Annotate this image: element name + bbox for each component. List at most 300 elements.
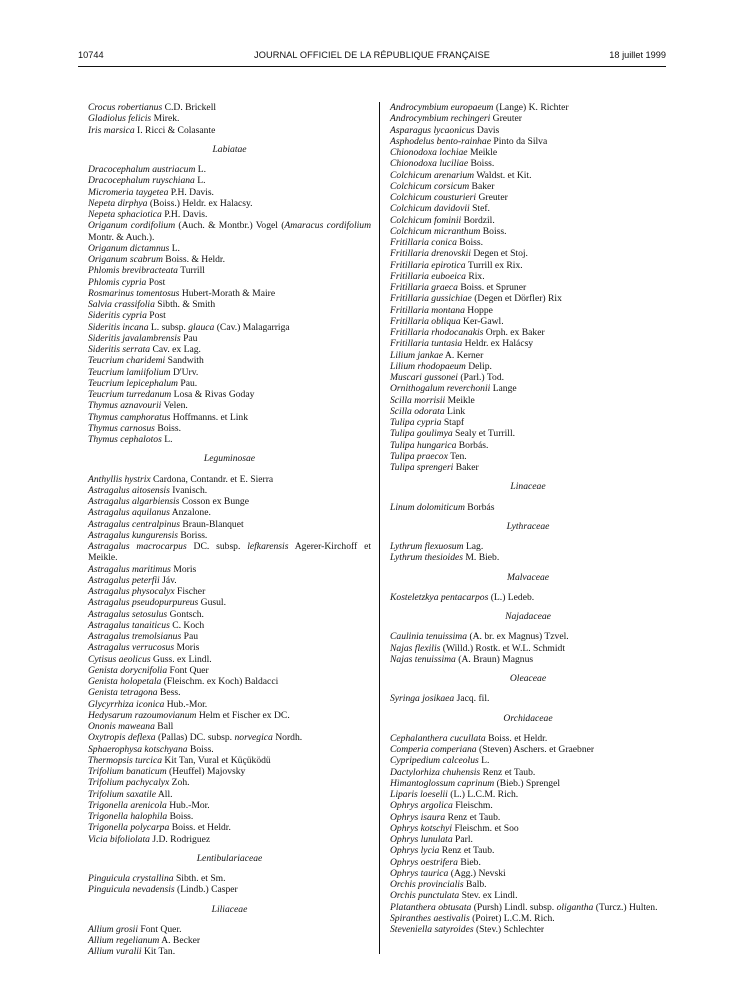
species-name: Trifolium banaticum: [88, 766, 167, 777]
species-name: Ophrys isaura: [390, 811, 446, 823]
species-name: Colchicum fominii: [390, 214, 462, 226]
species-name: Fritillaria montana: [390, 304, 465, 316]
species-entry: [88, 946, 371, 957]
species-author: Moris: [176, 642, 200, 654]
species-author: Sibth. & Smith: [157, 299, 216, 310]
species-name-secondary: glauca: [188, 321, 215, 333]
species-name: Fritillaria tuntasia: [390, 338, 463, 350]
species-entry: [88, 777, 371, 788]
species-entry: [88, 609, 371, 620]
species-author-secondary: Agerer-Kirchoff et Meikle.: [88, 541, 371, 564]
species-name: Anthyllis hystrix: [88, 473, 151, 485]
species-name: Fritillaria conica: [390, 237, 457, 248]
species-name: Pinguicula crystallina: [88, 873, 174, 884]
family-heading: Oleaceae: [509, 673, 547, 684]
species-author: Ker-Gawl.: [463, 315, 504, 327]
species-author: Lag.: [465, 541, 484, 552]
species-name: Platanthera obtusata: [390, 901, 472, 913]
species-name: Teucrium lepicephalum: [88, 377, 178, 389]
family-heading: Liliaceae: [211, 903, 248, 915]
species-author: Kit Tan.: [143, 946, 176, 958]
species-entry: [88, 333, 371, 344]
species-entry: [88, 654, 371, 665]
species-author: Meikle: [469, 147, 498, 158]
species-entry: [88, 811, 371, 822]
species-name: Astragalus macrocarpus: [88, 541, 187, 552]
family-heading: Najadaceae: [505, 611, 551, 622]
species-name: Genista tetragona: [88, 687, 158, 699]
species-name: Phlomis brevibracteata: [88, 265, 178, 277]
species-entry: [390, 226, 666, 237]
species-name: Ononis maweana: [88, 721, 155, 732]
species-entry: [390, 654, 666, 665]
species-author: I. Ricci & Colasante: [137, 124, 216, 136]
species-name: Fritillaria gussichiae: [390, 293, 472, 305]
species-author: Stev. ex Lindl.: [461, 890, 518, 902]
species-name: Colchicum arenarium: [390, 169, 475, 181]
species-entry: [88, 187, 371, 198]
species-entry: [390, 293, 666, 304]
species-author: Cardona, Contandr. et E. Sierra: [153, 473, 274, 485]
species-author: M. Bieb.: [465, 552, 500, 564]
species-entry: [88, 834, 371, 845]
species-entry: [88, 378, 371, 389]
species-name: Thermopsis turcica: [88, 754, 162, 766]
species-entry: [390, 592, 666, 603]
species-entry: [88, 164, 371, 175]
species-author: Balb.: [466, 879, 487, 890]
species-name: Nepeta sphaciotica: [88, 209, 162, 220]
species-name: Nepeta dirphya: [88, 197, 148, 209]
species-name: Rosmarinus tomentosus: [88, 287, 180, 299]
species-entry: [88, 676, 371, 687]
species-name: Genista holopetala: [88, 676, 162, 687]
species-name: Kosteletzkya pentacarpos: [390, 591, 489, 603]
species-author: C. Koch: [172, 619, 205, 631]
species-entry: [390, 812, 666, 823]
species-name: Caulinia tenuissima: [390, 631, 468, 643]
species-author: Fleischm.: [455, 800, 493, 812]
species-author: Font Quer: [169, 664, 209, 676]
species-author: P.H. Davis.: [164, 209, 208, 220]
species-author: Link: [447, 405, 466, 417]
species-name: Salvia crassifolia: [88, 299, 155, 310]
species-entry: [390, 789, 666, 800]
species-author: Orph. ex Baker: [485, 327, 545, 338]
species-entry: [390, 406, 666, 417]
species-entry: [88, 744, 371, 755]
species-entry: [390, 305, 666, 316]
species-name: Astragalus pseudopurpureus: [88, 597, 199, 609]
species-entry: [390, 913, 666, 924]
species-author: Cosson ex Bunge: [181, 496, 249, 507]
species-entry: [88, 873, 371, 884]
species-author: Velen.: [163, 400, 188, 412]
species-name: Teucrium lamiifolium: [88, 366, 171, 378]
family-heading: Malvaceae: [506, 571, 550, 583]
species-name: Thymus camphoratus: [88, 411, 171, 423]
species-entry: [390, 248, 666, 259]
species-author: Bess.: [159, 687, 181, 699]
species-entry: [88, 299, 371, 310]
species-author: Pinto da Silva: [493, 135, 548, 147]
species-author: Hoppe: [467, 304, 493, 316]
species-entry: [390, 823, 666, 834]
species-author: (A. Braun) Magnus: [458, 653, 534, 665]
species-name: Sideritis incana: [88, 321, 149, 333]
family-heading: Orchidaceae: [503, 712, 553, 724]
species-author: Pau: [183, 631, 198, 642]
page-number: 10744: [78, 50, 104, 60]
column-divider: [379, 102, 380, 954]
species-entry: [390, 693, 666, 704]
species-author: Jacq. fil.: [456, 693, 490, 705]
species-author: Hub.-Mor.: [169, 799, 210, 811]
species-author: Parl.: [455, 834, 473, 845]
species-author: Gusul.: [200, 597, 226, 609]
species-entry: [88, 310, 371, 321]
species-entry: [390, 350, 666, 361]
species-entry: [390, 834, 666, 845]
species-author: (Boiss.) Heldr. ex Halacsy.: [149, 197, 253, 209]
species-name: Crocus robertianus: [88, 102, 163, 113]
species-author: Meikle: [447, 394, 475, 406]
species-entry: [390, 147, 666, 158]
species-name: Origanum dictamnus: [88, 242, 170, 254]
species-author: Ivanisch.: [172, 484, 208, 496]
species-entry: [88, 822, 371, 833]
species-name: Glycyrrhiza iconica: [88, 698, 165, 710]
species-name: Linum dolomiticum: [390, 501, 465, 513]
species-entry: [88, 243, 371, 254]
species-name: Astragalus tremolsianus: [88, 631, 182, 642]
family-heading: Lythraceae: [506, 520, 550, 532]
species-entry: [88, 434, 371, 445]
species-author: Boiss. et Heldr.: [171, 822, 231, 834]
species-author: Pau.: [180, 377, 198, 389]
species-name: Chionodoxa luciliae: [390, 158, 469, 170]
species-entry: [390, 552, 666, 563]
species-name: Lilium jankae: [390, 349, 444, 361]
species-name: Thymus cephalotos: [88, 434, 162, 445]
species-author: Cav. ex Lag.: [152, 344, 201, 355]
species-author: Post: [149, 310, 166, 322]
species-author: C.D. Brickell: [164, 102, 217, 113]
species-author: Turrill: [180, 265, 205, 277]
species-name: Oxytropis deflexa: [88, 732, 156, 744]
species-author: Losa & Rivas Goday: [173, 389, 255, 400]
species-author: Ball: [157, 721, 174, 732]
species-author: Post: [148, 276, 166, 288]
species-entry: [390, 541, 666, 552]
species-author: Boiss.: [470, 158, 495, 170]
species-name-secondary: norvegica: [234, 732, 273, 744]
species-name: Astragalus tanaiticus: [88, 619, 170, 631]
page-header: [78, 50, 666, 64]
left-column: [88, 102, 371, 958]
species-name: Ophrys kotschyi: [390, 822, 453, 834]
species-entry: [390, 643, 666, 654]
species-entry: [390, 890, 666, 901]
species-entry: [88, 789, 371, 800]
species-entry: [88, 924, 371, 935]
species-name: Micromeria taygetea: [88, 186, 169, 198]
species-name: Spiranthes aestivalis: [390, 912, 470, 924]
species-author: Greuter: [492, 113, 522, 125]
species-author: Fleischm. et Soo: [454, 822, 519, 834]
species-entry: [88, 800, 371, 811]
species-name: Liparis loeselii: [390, 789, 448, 800]
species-name: Allium regelianum: [88, 935, 160, 946]
species-author: Anzalone.: [171, 507, 211, 519]
species-name: Colchicum cousturieri: [390, 192, 477, 203]
species-author: D'Urv.: [172, 366, 199, 378]
species-entry: [390, 158, 666, 169]
species-author: Boiss. & Heldr.: [165, 254, 225, 265]
species-author: Hub.-Mor.: [166, 698, 208, 710]
species-author: Boiss.: [459, 237, 484, 248]
species-name: Colchicum micranthum: [390, 225, 481, 237]
species-author: Turrill ex Rix.: [467, 259, 523, 271]
species-entry: [88, 631, 371, 642]
species-entry: [390, 462, 666, 473]
species-name: Astragalus maritimus: [88, 563, 171, 575]
species-name: Tulipa hungarica: [390, 439, 457, 451]
species-name: Steveniella satyroides: [390, 924, 474, 935]
species-entry: [390, 767, 666, 778]
species-entry: [390, 924, 666, 935]
species-name: Trifolium pachycalyx: [88, 777, 170, 789]
species-entry: [88, 755, 371, 766]
species-entry: [88, 699, 371, 710]
species-author: L.: [197, 175, 206, 187]
species-entry: [390, 102, 666, 113]
species-name-secondary: oligantha: [556, 901, 594, 913]
species-entry: [390, 440, 666, 451]
species-name: Lythrum thesioides: [390, 552, 463, 564]
species-name: Teucrium turredanum: [88, 389, 172, 400]
species-author: Baker: [471, 180, 495, 192]
species-author: Font Quer.: [140, 923, 182, 935]
species-entry: [390, 316, 666, 327]
species-name: Syringa josikaea: [390, 693, 455, 705]
species-name: Astragalus kungurensis: [88, 529, 178, 541]
species-entry: [390, 744, 666, 755]
species-entry: [88, 884, 371, 895]
species-author: Delip.: [468, 360, 492, 372]
species-name: Trigonella arenicola: [88, 799, 167, 811]
species-author: (Bieb.) Sprengel: [496, 777, 561, 789]
species-entry: [88, 102, 371, 113]
species-entry: [390, 372, 666, 383]
species-name-secondary: lefkarensis: [247, 541, 289, 552]
species-entry: [390, 428, 666, 439]
species-name: Lilium rhodopaeum: [390, 360, 466, 372]
species-author: Borbás: [467, 501, 495, 513]
species-author: Moris: [173, 563, 197, 575]
species-entry: [88, 389, 371, 400]
species-name: Astragalus peterfii: [88, 574, 160, 586]
species-name: Astragalus aquilanus: [88, 507, 170, 519]
species-entry: [390, 631, 666, 642]
species-entry: [390, 857, 666, 868]
species-entry: [390, 170, 666, 181]
species-entry: [390, 395, 666, 406]
species-author: Renz et Taub.: [447, 811, 501, 823]
species-author: Zoh.: [171, 777, 190, 789]
species-author: Sandwith: [167, 355, 204, 367]
species-author: Guss. ex Lindl.: [153, 653, 212, 665]
species-name: Scilla odorata: [390, 405, 445, 417]
family-heading: Linaceae: [510, 481, 546, 493]
species-author: Davis: [476, 124, 500, 136]
species-entry: [88, 766, 371, 777]
species-name: Orchis provincialis: [390, 879, 464, 890]
species-author: Borbás.: [458, 439, 489, 451]
species-author: (Poiret) L.C.M. Rich.: [472, 912, 555, 924]
species-entry: [390, 327, 666, 338]
species-entry: [88, 642, 371, 653]
species-name: Fritillaria graeca: [390, 282, 458, 293]
species-name: Hedysarum razoumovianum: [88, 709, 197, 721]
species-name: Genista dorycnifolia: [88, 664, 168, 676]
species-name: Sideritis javalambrensis: [88, 332, 181, 344]
species-author: Bieb.: [460, 856, 481, 868]
family-heading: Labiatae: [212, 143, 247, 155]
species-entry: [390, 800, 666, 811]
species-name: Trigonella halophila: [88, 811, 168, 822]
species-name: Muscari gussonei: [390, 372, 458, 383]
species-entry: [88, 935, 371, 946]
species-name: Orchis punctulata: [390, 890, 460, 902]
species-name: Origanum scabrum: [88, 254, 163, 265]
species-name: Androcymbium europaeum: [390, 102, 494, 113]
species-author: (Degen et Dörfler) Rix: [474, 293, 562, 305]
species-name: Allium vuralii: [88, 946, 142, 958]
species-entry: [379, 902, 666, 913]
species-author: (L.) L.C.M. Rich.: [450, 789, 519, 800]
species-entry: [88, 344, 371, 355]
species-name: Phlomis cypria: [88, 276, 147, 288]
header-rule: [78, 66, 666, 67]
species-name: Trifolium saxatile: [88, 788, 156, 800]
species-entry: [88, 277, 371, 288]
species-author: Renz et Taub.: [441, 845, 495, 857]
species-author: Gontsch.: [169, 608, 204, 620]
species-author: (Pallas) DC. subsp.: [157, 732, 235, 744]
species-name: Astragalus aitosensis: [88, 484, 170, 496]
species-entry: [88, 367, 371, 378]
species-author: Stapf: [443, 417, 465, 428]
journal-title: JOURNAL OFFICIEL DE LA RÉPUBLIQUE FRANÇAISE: [254, 50, 490, 60]
species-entry: [390, 383, 666, 394]
species-author: Lange: [492, 383, 517, 395]
species-entry: [88, 530, 371, 541]
species-author: L.: [171, 242, 180, 254]
species-entry: [390, 778, 666, 789]
right-column: [390, 102, 666, 935]
species-entry: [390, 271, 666, 282]
species-author: Braun-Blanquet: [182, 518, 244, 530]
species-author: (Agg.) Nevski: [450, 867, 506, 879]
species-author: Rix.: [468, 270, 485, 282]
species-author-secondary: Nordh.: [272, 732, 303, 744]
species-name: Ophrys lunulata: [390, 834, 453, 845]
species-author-secondary: (Turcz.) Hulten.: [593, 901, 658, 913]
species-author: Waldst. et Kit.: [476, 169, 532, 181]
species-entry: [390, 845, 666, 856]
species-author: (L.) Ledeb.: [490, 591, 535, 603]
species-author: (Heuffel) Majovsky: [169, 766, 246, 777]
species-author: (Fleischm. ex Koch) Baldacci: [163, 676, 279, 687]
species-author: A. Becker: [161, 935, 201, 946]
species-entry: [88, 485, 371, 496]
species-entry: [88, 412, 371, 423]
species-name: Trigonella polycarpa: [88, 822, 170, 834]
species-author: Stef.: [472, 203, 490, 215]
species-author: Ten.: [450, 450, 467, 462]
species-name: Thymus carnosus: [88, 422, 155, 434]
species-author: Mirek.: [153, 113, 180, 125]
species-entry: [88, 710, 371, 721]
species-name: Sideritis serrata: [88, 344, 151, 355]
species-author: (A. br. ex Magnus) Tzvel.: [469, 631, 569, 643]
species-entry: [88, 732, 371, 743]
species-author: Boriss.: [180, 529, 208, 541]
species-name: Fritillaria euboeica: [390, 270, 466, 282]
species-name: Lythrum flexuosum: [390, 541, 464, 552]
species-entry: [390, 125, 666, 136]
species-entry: [88, 496, 371, 507]
species-entry: [88, 175, 371, 186]
species-name: Fritillaria drenovskii: [390, 248, 471, 260]
species-author: Hoffmanns. et Link: [172, 411, 248, 423]
species-author: (Parl.) Tod.: [460, 372, 505, 383]
species-name: Asparagus lycaonicus: [390, 124, 475, 136]
species-entry: [390, 136, 666, 147]
species-name: Allium grosii: [88, 923, 139, 935]
species-name: Dracocephalum austriacum: [88, 164, 196, 175]
species-name: Androcymbium rechingeri: [390, 113, 491, 125]
species-entry: [88, 665, 371, 676]
species-entry: [390, 451, 666, 462]
species-name: Ophrys taurica: [390, 867, 449, 879]
species-entry: [88, 355, 371, 366]
species-author: Sealy et Turrill.: [455, 428, 516, 440]
species-author: L.: [197, 164, 207, 175]
species-name: Sideritis cypria: [88, 310, 147, 322]
species-entry: [390, 338, 666, 349]
species-name: Najas flexilis: [390, 642, 441, 654]
species-author: J.D. Rodriguez: [152, 833, 211, 845]
species-author: Boiss. et Heldr.: [488, 732, 548, 744]
species-name: Tulipa sprengeri: [390, 462, 454, 473]
species-name: Sphaerophysa kotschyana: [88, 743, 188, 755]
species-name: Fritillaria rhodocanakis: [390, 327, 484, 338]
species-entry: [88, 507, 371, 518]
species-entry: [390, 192, 666, 203]
species-author: Heldr. ex Halácsy: [464, 338, 534, 350]
species-author: Baker: [455, 462, 479, 473]
species-entry: [88, 687, 371, 698]
species-name: Colchicum corsicum: [390, 180, 470, 192]
species-author: Boiss.: [169, 811, 194, 822]
species-author: P.H. Davis.: [170, 186, 214, 198]
species-author-secondary: Montr. & Auch.).: [88, 231, 155, 243]
species-author: (Lindb.) Casper: [177, 884, 238, 896]
species-entry: [88, 597, 371, 608]
species-name: Himantoglossum caprinum: [390, 777, 495, 789]
